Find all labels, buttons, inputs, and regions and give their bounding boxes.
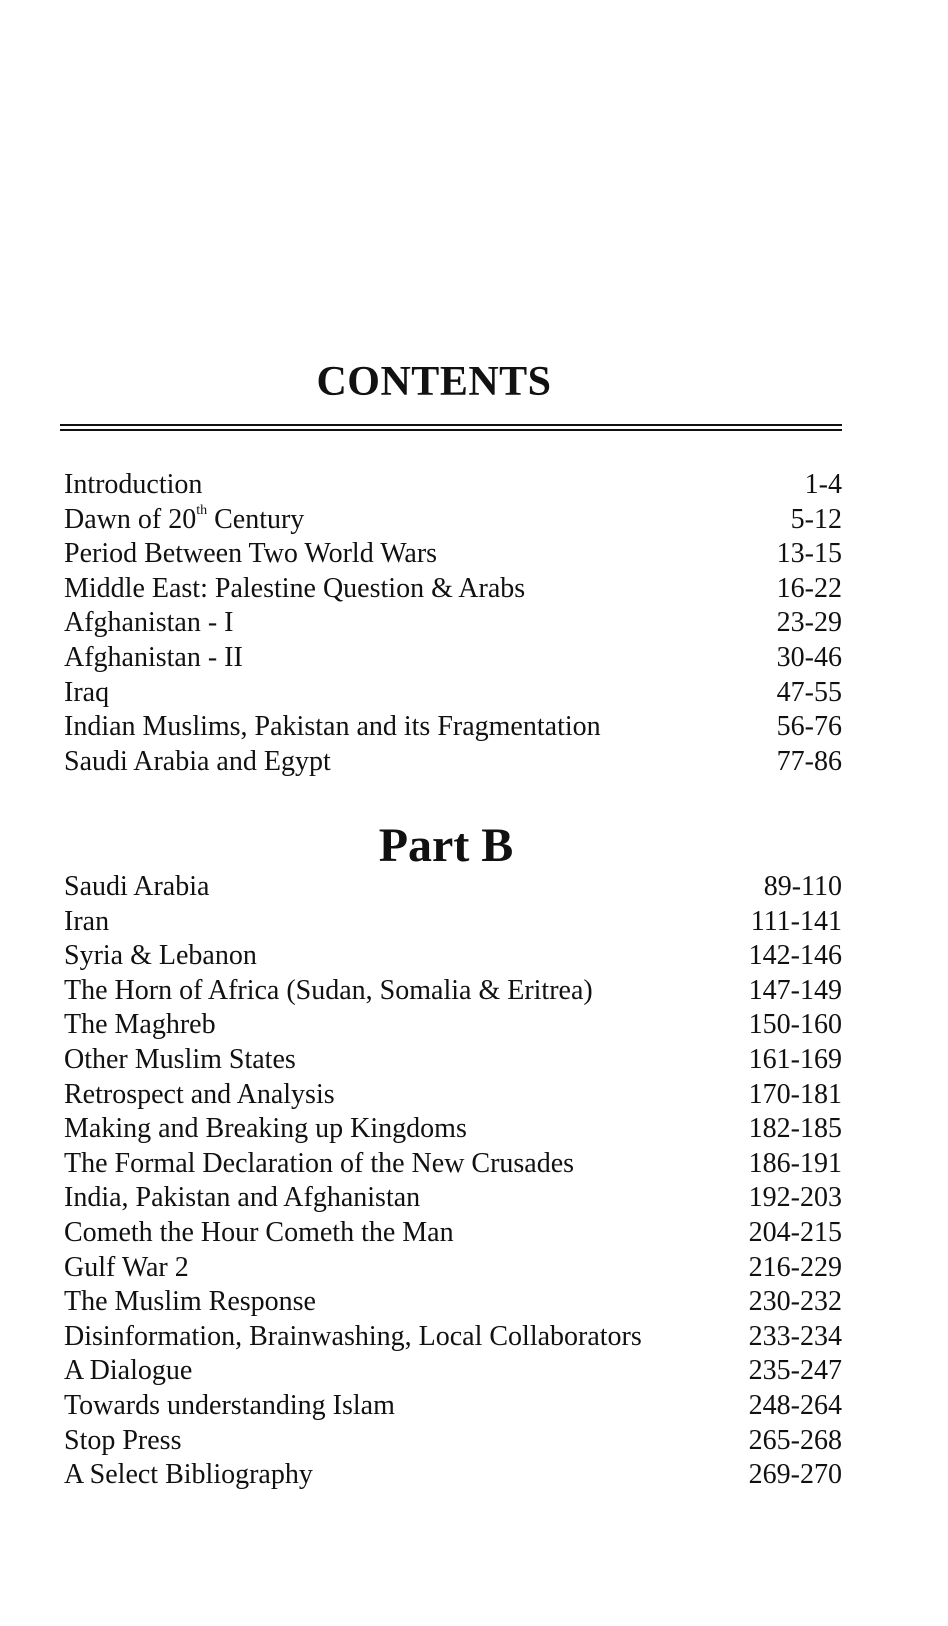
toc-entry-title: Middle East: Palestine Question & Arabs — [64, 572, 526, 604]
toc-entry-pages: 269-270 — [748, 1459, 842, 1491]
toc-entry[interactable] — [64, 870, 842, 905]
toc-entry-title: Afghanistan - I — [64, 607, 234, 639]
toc-entry[interactable] — [64, 1008, 842, 1043]
toc-entry-pages: 23-29 — [776, 607, 842, 639]
toc-entry[interactable] — [64, 641, 842, 676]
toc-entry-pages: 56-76 — [776, 711, 842, 743]
toc-entry-title: The Muslim Response — [64, 1286, 316, 1318]
toc-entry-pages: 16-22 — [776, 572, 842, 604]
toc-entry-pages: 47-55 — [776, 676, 842, 708]
toc-entry-pages: 216-229 — [748, 1251, 842, 1283]
toc-entry[interactable] — [64, 1112, 842, 1147]
toc-entry-pages: 161-169 — [748, 1043, 842, 1075]
toc-entry-title: Gulf War 2 — [64, 1251, 189, 1283]
toc-entry-title: Indian Muslims, Pakistan and its Fragmentation — [64, 711, 601, 743]
toc-entry-pages: 89-110 — [763, 871, 842, 902]
toc-entry-title: A Select Bibliography — [64, 1459, 313, 1491]
toc-entry-pages: 77-86 — [776, 745, 842, 777]
toc-entry-title: Making and Breaking up Kingdoms — [64, 1113, 467, 1145]
toc-entry-title: Towards understanding Islam — [64, 1389, 395, 1421]
toc-entry-title: The Maghreb — [64, 1009, 216, 1041]
toc-entry-title — [64, 503, 304, 538]
toc-entry-title: Stop Press — [64, 1424, 182, 1456]
toc-entry[interactable] — [64, 537, 842, 572]
toc-entry-pages: 248-264 — [748, 1389, 842, 1421]
contents-heading: CONTENTS — [316, 359, 552, 405]
heading-rule-top — [60, 424, 842, 426]
toc-entry[interactable] — [64, 468, 842, 503]
toc-entry-pages: 182-185 — [748, 1113, 842, 1145]
toc-entry[interactable] — [64, 1043, 842, 1078]
toc-entry-pages: 1-4 — [804, 469, 842, 500]
toc-entry-title: Afghanistan - II — [64, 641, 243, 673]
toc-entry-pages: 204-215 — [748, 1216, 842, 1248]
toc-entry[interactable] — [64, 1354, 842, 1389]
toc-entry[interactable] — [64, 1251, 842, 1286]
toc-entry-pages: 150-160 — [748, 1009, 842, 1041]
toc-entry[interactable] — [64, 606, 842, 641]
toc-entry-title: Cometh the Hour Cometh the Man — [64, 1216, 454, 1248]
toc-entry-pages: 186-191 — [748, 1147, 842, 1179]
toc-entry[interactable] — [64, 1424, 842, 1459]
toc-entry[interactable] — [64, 1458, 842, 1493]
toc-entry-title-pre: Dawn of 20 — [64, 503, 197, 535]
toc-entry[interactable] — [64, 1389, 842, 1424]
toc-entry[interactable] — [64, 1078, 842, 1113]
toc-entry[interactable] — [64, 1216, 842, 1251]
toc-entry[interactable] — [64, 1181, 842, 1216]
toc-entry[interactable] — [64, 1320, 842, 1355]
toc-entry[interactable] — [64, 974, 842, 1009]
toc-entry-pages: 111-141 — [750, 905, 842, 937]
toc-entry[interactable] — [64, 676, 842, 711]
toc-entry-pages: 230-232 — [748, 1286, 842, 1318]
toc-entry-title: Introduction — [64, 469, 203, 500]
toc-entry-pages: 233-234 — [748, 1320, 842, 1352]
toc-entry-title: Syria & Lebanon — [64, 940, 257, 972]
heading-rule-bottom — [60, 429, 842, 431]
toc-entry-pages: 170-181 — [748, 1078, 842, 1110]
toc-entry-pages: 235-247 — [748, 1355, 842, 1387]
toc-entry[interactable] — [64, 905, 842, 940]
toc-entry-title: Period Between Two World Wars — [64, 538, 438, 570]
toc-entry-title: Saudi Arabia and Egypt — [64, 745, 331, 777]
toc-entry[interactable] — [64, 745, 842, 780]
toc-entry[interactable] — [64, 939, 842, 974]
part-b-heading: Part B — [378, 819, 514, 872]
toc-entry-pages: 265-268 — [748, 1424, 842, 1456]
toc-list-part-a — [64, 468, 842, 779]
toc-entry-title: Other Muslim States — [64, 1043, 296, 1075]
toc-entry-title-post: Century — [207, 503, 305, 535]
toc-entry[interactable] — [64, 572, 842, 607]
toc-entry-title: Retrospect and Analysis — [64, 1078, 335, 1110]
toc-entry[interactable] — [64, 710, 842, 745]
toc-entry[interactable] — [64, 1285, 842, 1320]
toc-entry-title: The Formal Declaration of the New Crusades — [64, 1147, 575, 1179]
toc-entry-pages: 142-146 — [748, 940, 842, 972]
toc-entry-pages: 147-149 — [748, 974, 842, 1006]
toc-entry[interactable] — [64, 503, 842, 538]
toc-entry-pages: 30-46 — [776, 641, 842, 673]
toc-entry-title: India, Pakistan and Afghanistan — [64, 1182, 421, 1214]
toc-entry-title: Iraq — [64, 676, 110, 708]
toc-entry-title: Saudi Arabia — [64, 871, 210, 902]
toc-entry[interactable] — [64, 1147, 842, 1182]
toc-entry-pages: 5-12 — [790, 503, 842, 535]
toc-entry-title: Iran — [64, 905, 110, 937]
toc-entry-title: The Horn of Africa (Sudan, Somalia & Eritrea) — [64, 974, 593, 1006]
toc-list-part-b — [64, 870, 842, 1493]
toc-entry-pages: 192-203 — [748, 1182, 842, 1214]
toc-entry-pages: 13-15 — [776, 538, 842, 570]
toc-entry-title: A Dialogue — [64, 1355, 193, 1387]
toc-entry-title: Disinformation, Brainwashing, Local Collaborators — [64, 1320, 642, 1352]
toc-entry-title-sup: th — [196, 502, 208, 518]
